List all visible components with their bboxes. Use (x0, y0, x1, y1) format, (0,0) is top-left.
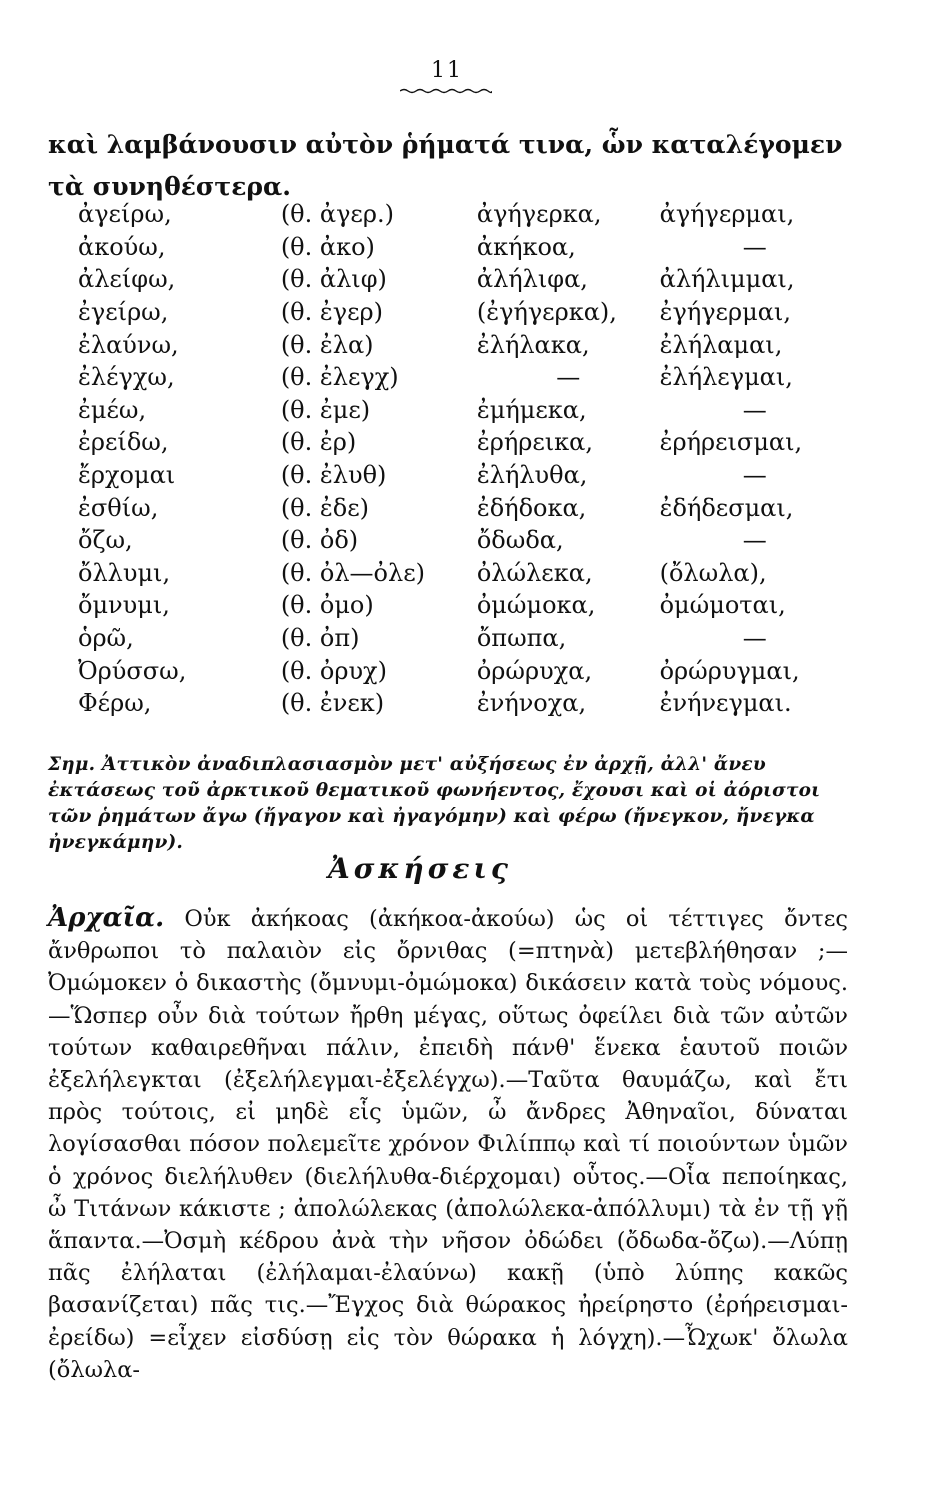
verb-row (60, 231, 850, 264)
perfect-active: ἐμήμεκα, (476, 395, 587, 424)
perfect-active: ὄδωδα, (476, 526, 564, 555)
present-form: ἀλείφω, (78, 265, 176, 294)
perfect-passive: ἐρήρεισμαι, (659, 428, 803, 457)
perfect-active: ἐλήλακα, (476, 330, 590, 359)
perfect-active: ὀρώρυχα, (476, 656, 593, 685)
perfect-active: ἐρήρεικα, (476, 428, 594, 457)
section-heading: Ἀσκήσεις (328, 852, 512, 885)
verb-row (60, 622, 850, 655)
stem-form: (θ. ὀρυχ) (280, 656, 387, 685)
present-form: ἐγείρω, (78, 298, 169, 327)
perfect-active: ἐδήδοκα, (476, 493, 587, 522)
stem-form: (θ. ὀπ) (280, 624, 360, 653)
present-form: ἔρχομαι (78, 461, 176, 490)
perfect-passive: ἐνήνεγμαι. (659, 689, 792, 718)
stem-form: (θ. ὀλ—ὀλε) (280, 558, 425, 587)
perfect-active: (ἐγήγερκα), (476, 298, 617, 327)
perfect-active: ἀλήλιφα, (476, 265, 588, 294)
present-form: ἐλαύνω, (78, 330, 179, 359)
stem-form: (θ. ἐδε) (280, 493, 370, 522)
perfect-active: ἐλήλυθα, (476, 461, 588, 490)
perfect-passive: ἐγήγερμαι, (659, 298, 791, 327)
stem-form: (θ. ἐρ) (280, 428, 357, 457)
verb-row (60, 459, 850, 492)
verb-row (60, 394, 850, 427)
stem-form: (θ. ἐνεκ) (280, 689, 385, 718)
perfect-passive: ἀλήλιμμαι, (659, 265, 795, 294)
note-text: Ἀττικὸν ἀναδιπλασιασμὸν μετ' αὐξήσεως ἐν ἀρχῇ, ἀλλ' ἄνευ ἐκτάσεως τοῦ ἀρκτικοῦ θεματικοῦ φωνήεντος, ἔχουσι καὶ οἱ ἀόριστοι τῶν ῥημάτων ἄγω (ἤγαγον καὶ ἠγαγόμην) καὶ φέρω (ἤνεγκον, ἤνεγκα ἠνεγκάμην). (48, 754, 821, 853)
stem-form: (θ. ἐλα) (280, 330, 374, 359)
verb-row (60, 426, 850, 459)
perfect-active: ὄπωπα, (476, 624, 567, 653)
verb-row (60, 687, 850, 720)
verb-row (60, 296, 850, 329)
present-form: ἀγείρω, (78, 200, 172, 229)
intro-paragraph: καὶ λαμβάνουσιν αὐτὸν ῥήματά τινα, ὧν καταλέγομεν τὰ συνηθέστερα. (48, 130, 843, 201)
verb-row (60, 361, 850, 394)
stem-form: (θ. ὀδ) (280, 526, 359, 555)
present-form: ὄλλυμι, (78, 558, 171, 587)
present-form: ἐσθίω, (78, 493, 159, 522)
perfect-passive: ἐλήλαμαι, (659, 330, 783, 359)
perfect-passive: ὀμώμοται, (659, 591, 786, 620)
present-form: ἐρείδω, (78, 428, 169, 457)
exercise-text: Οὐκ ἀκήκοας (ἀκήκοα-ἀκούω) ὡς οἱ τέττιγες ὄντες ἄνθρωποι τὸ παλαιὸν εἰς ὄρνιθας (=πτηνὰ) μετεβλήθησαν ;—Ὀμώμοκεν ὁ δικαστὴς (ὄμνυμι-ὀμώμοκα) δικάσειν κατὰ τοὺς νόμους.—Ὥσπερ οὖν διὰ τούτων ἤρθη μέγας, οὕτως ὀφείλει διὰ τῶν αὐτῶν τούτων καθαιρεθῆναι πάλιν, ἐπειδὴ πάνθ' ἕνεκα ἑαυτοῦ ποιῶν ἐξελήλεγκται (ἐξελήλεγμαι-ἐξελέγχω).—Ταῦτα θαυμάζω, καὶ ἔτι πρὸς τούτοις, εἰ μηδὲ εἷς ὑμῶν, ὦ ἄνδρες Ἀθηναῖοι, δύναται λογίσασθαι πόσον πολεμεῖτε χρόνον Φιλίππῳ καὶ τί ποιούντων ὑμῶν ὁ χρόνος διελήλυθεν (διελήλυθα-διέρχομαι) οὗτος.—Οἷα πεποίηκας, ὦ Τιτάνων κάκιστε ; ἀπολώλεκας (ἀπολώλεκα-ἀπόλλυμι) τὰ ἐν τῇ γῇ ἅπαντα.—Ὀσμὴ κέδρου ἀνὰ τὴν νῆσον ὀδώδει (ὄδωδα-ὄζω).—Λύπῃ πᾶς ἐλήλαται (ἐλήλαμαι-ἐλαύνω) κακῇ (ὑπὸ λύπης κακῶς βασανίζεται) πᾶς τις.—Ἔγχος διὰ θώρακος ἠρείρηστο (ἐρήρεισμαι-ἐρείδω) =εἶχεν εἰσδύσῃ εἰς τὸν θώρακα ἡ λόγχη).—Ὦχωκ' ὄλωλα (ὄλωλα- (48, 906, 848, 1383)
page-number-ornament (400, 88, 492, 94)
present-form: ἐλέγχω, (78, 363, 175, 392)
perfect-passive: ἐλήλεγμαι, (659, 363, 793, 392)
perfect-active: ὀλώλεκα, (476, 558, 593, 587)
exercise-paragraph (48, 902, 848, 1386)
present-form: ἀκούω, (78, 232, 166, 261)
perfect-active: ἀγήγερκα, (476, 200, 602, 229)
perfect-passive: (ὄλωλα), (659, 558, 767, 587)
perfect-active: — (556, 363, 581, 392)
verb-row (60, 654, 850, 687)
verb-row (60, 328, 850, 361)
present-form: ὄμνυμι, (78, 591, 170, 620)
grammar-note (48, 752, 848, 856)
stem-form: (θ. ἀκο) (280, 232, 375, 261)
verb-row (60, 557, 850, 590)
perfect-passive: — (742, 461, 767, 490)
verb-row (60, 491, 850, 524)
stem-form: (θ. ἐμε) (280, 395, 371, 424)
present-form: ἐμέω, (78, 395, 147, 424)
perfect-active: ἀκήκοα, (476, 232, 576, 261)
perfect-active: ὀμώμοκα, (476, 591, 596, 620)
verb-row (60, 263, 850, 296)
present-form: Φέρω, (78, 689, 152, 718)
verb-row (60, 198, 850, 231)
perfect-passive: ὀρώρυγμαι, (659, 656, 800, 685)
perfect-passive: — (742, 624, 767, 653)
perfect-passive: — (742, 526, 767, 555)
stem-form: (θ. ὀμο) (280, 591, 374, 620)
perfect-passive: — (742, 395, 767, 424)
verb-row (60, 589, 850, 622)
verb-paradigm-table (60, 198, 850, 720)
perfect-passive: ἀγήγερμαι, (659, 200, 795, 229)
exercise-label: Ἀρχαῖα. (48, 903, 165, 933)
page-number: 11 (431, 58, 463, 83)
perfect-passive: ἐδήδεσμαι, (659, 493, 794, 522)
perfect-passive: — (742, 232, 767, 261)
present-form: ὁρῶ, (78, 624, 134, 653)
stem-form: (θ. ἀλιφ) (280, 265, 387, 294)
note-label: Σημ. (48, 754, 96, 775)
stem-form: (θ. ἐλεγχ) (280, 363, 399, 392)
verb-row (60, 524, 850, 557)
perfect-active: ἐνήνοχα, (476, 689, 587, 718)
present-form: ὄζω, (78, 526, 133, 555)
stem-form: (θ. ἐλυθ) (280, 461, 387, 490)
stem-form: (θ. ἐγερ) (280, 298, 384, 327)
present-form: Ὀρύσσω, (78, 656, 187, 685)
stem-form: (θ. ἀγερ.) (280, 200, 394, 229)
